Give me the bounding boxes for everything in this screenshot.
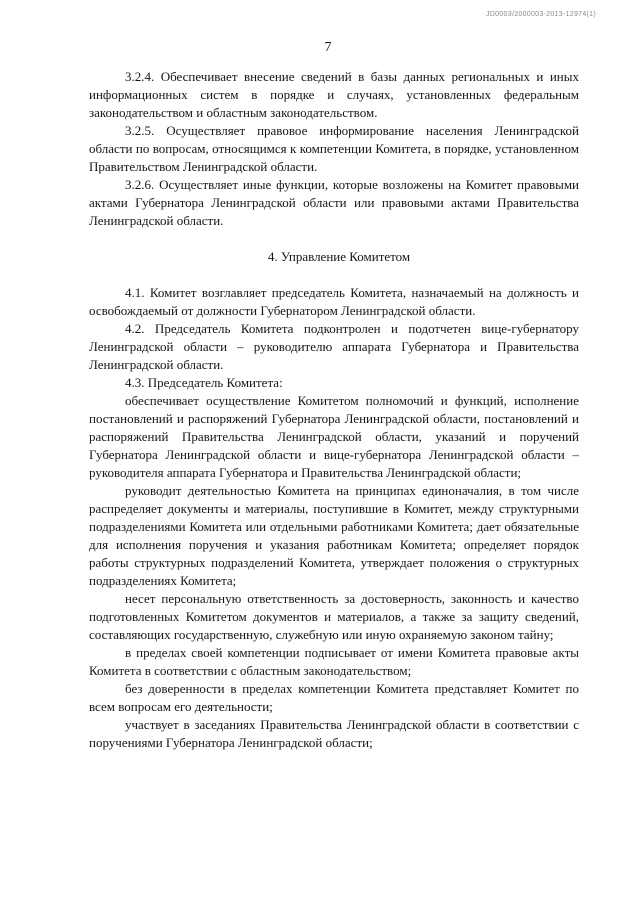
- paragraph-4-2: 4.2. Председатель Комитета подконтролен и подотчетен вице-губернатору Ленинградской области – руководителю аппарата Губернатора и Правительства Ленинградской области.: [89, 321, 579, 372]
- page-number: 7: [324, 40, 332, 55]
- paragraph-directs: руководит деятельностью Комитета на принципах единоначалия, в том числе распределяет документы и материалы, поступившие в Комитет, между структурными подразделениями Комитета или отдельными работниками Комитета; дает обязательные для исполнения поручения и указания работникам Комитета; определяет порядок работы структурных подразделений Комитета, утверждает положения о структурных подразделениях Комитета;: [89, 483, 579, 588]
- paragraph-3-2-5: 3.2.5. Осуществляет правовое информирование населения Ленинградской области по вопросам, относящимся к компетенции Комитета, в порядке, установленном Правительством Ленинградской области.: [89, 123, 579, 174]
- paragraph-3-2-6: 3.2.6. Осуществляет иные функции, которые возложены на Комитет правовыми актами Губернатора Ленинградской области или правовыми актами Правительства Ленинградской области.: [89, 177, 579, 228]
- paragraph-represents: без доверенности в пределах компетенции Комитета представляет Комитет по всем вопросам его деятельности;: [89, 681, 579, 714]
- paragraph-4-1: 4.1. Комитет возглавляет председатель Комитета, назначаемый на должность и освобождаемый от должности Губернатором Ленинградской области.: [89, 285, 579, 318]
- section-4-heading: 4. Управление Комитетом: [267, 249, 411, 264]
- paragraph-3-2-4: 3.2.4. Обеспечивает внесение сведений в базы данных региональных и иных информационных систем в порядке и случаях, установленных федеральным законодательством и областным законодательством.: [89, 69, 579, 120]
- document-body: [89, 68, 579, 752]
- paragraph-participates: участвует в заседаниях Правительства Ленинградской области в соответствии с поручениями Губернатора Ленинградской области;: [89, 717, 579, 750]
- paragraph-ensures: обеспечивает осуществление Комитетом полномочий и функций, исполнение постановлений и распоряжений Губернатора Ленинградской области, постановлений и распоряжений Правительства Ленинградской области, указаний и поручений Губернатора Ленинградской области и вице-губернатора Ленинградской области – руководителя аппарата Губернатора и Правительства Ленинградской области;: [89, 393, 579, 480]
- paragraph-responsible: несет персональную ответственность за достоверность, законность и качество подготовленных Комитетом документов и материалов, а также за защиту сведений, составляющих государственную, служебную или иную охраняемую законом тайну;: [89, 591, 579, 642]
- paragraph-signs: в пределах своей компетенции подписывает от имени Комитета правовые акты Комитета в соответствии с областным законодательством;: [89, 645, 579, 678]
- document-code: JD0003/2000003-2013-12974(1): [486, 11, 596, 18]
- paragraph-4-3: 4.3. Председатель Комитета:: [125, 375, 283, 390]
